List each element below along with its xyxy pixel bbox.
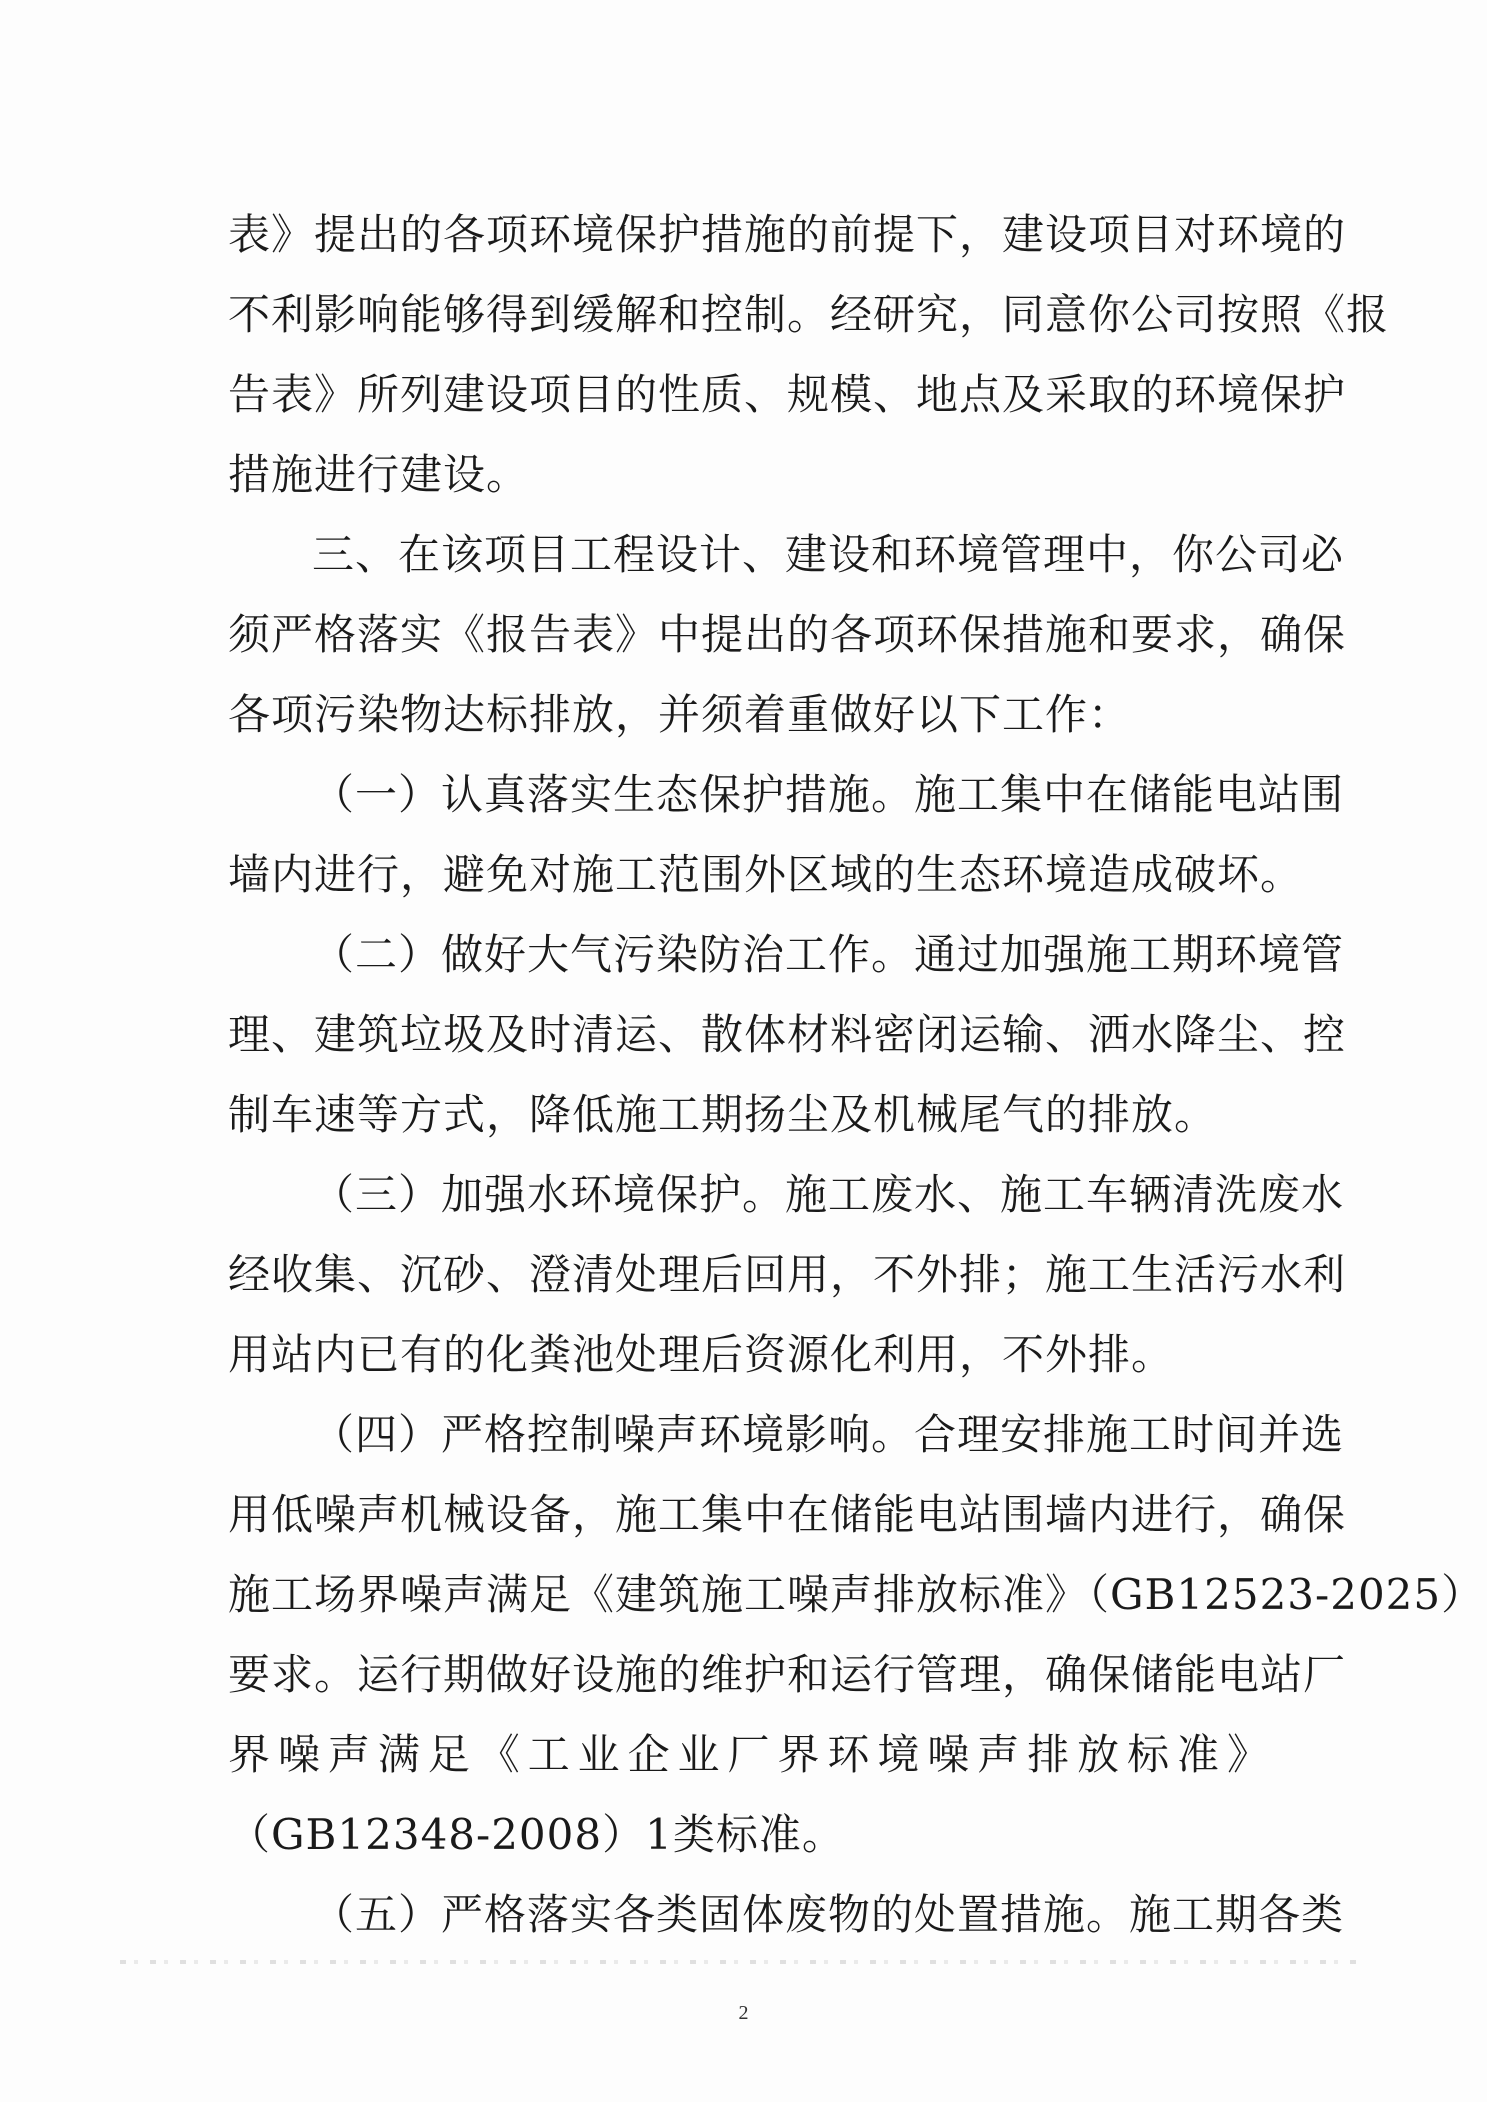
text-line: （一）认真落实生态保护措施。施工集中在储能电站围 xyxy=(312,770,1345,819)
text-line: 表》提出的各项环境保护措施的前提下，建设项目对环境的 xyxy=(228,210,1347,259)
text-line: 墙内进行，避免对施工范围外区域的生态环境造成破坏。 xyxy=(228,850,1304,899)
text-line: 须严格落实《报告表》中提出的各项环保措施和要求，确保 xyxy=(228,610,1347,659)
text-line: 三、在该项目工程设计、建设和环境管理中，你公司必 xyxy=(312,530,1345,579)
text-line: 用低噪声机械设备，施工集中在储能电站围墙内进行，确保 xyxy=(228,1490,1347,1539)
text-line: （二）做好大气污染防治工作。通过加强施工期环境管 xyxy=(312,930,1345,979)
page-number: 2 xyxy=(738,2002,749,2024)
document-body xyxy=(228,210,1485,1970)
text-line: 告表》所列建设项目的性质、规模、地点及采取的环境保护 xyxy=(228,370,1347,419)
text-line: 要求。运行期做好设施的维护和运行管理，确保储能电站厂 xyxy=(228,1650,1347,1699)
text-line: （三）加强水环境保护。施工废水、施工车辆清洗废水 xyxy=(312,1170,1345,1219)
text-line: 不利影响能够得到缓解和控制。经研究，同意你公司按照《报 xyxy=(228,290,1390,339)
text-line: （GB12348-2008）1类标准。 xyxy=(228,1810,845,1859)
text-line: 施工场界噪声满足《建筑施工噪声排放标准》（GB12523-2025） xyxy=(228,1570,1485,1619)
text-line: 制车速等方式，降低施工期扬尘及机械尾气的排放。 xyxy=(228,1090,1218,1139)
text-line: 用站内已有的化粪池处理后资源化利用，不外排。 xyxy=(228,1330,1175,1379)
text-line: 措施进行建设。 xyxy=(228,450,530,499)
text-line: （四）严格控制噪声环境影响。合理安排施工时间并选 xyxy=(312,1410,1345,1459)
text-line: 界噪声满足《工业企业厂界环境噪声排放标准》 xyxy=(228,1730,1270,1779)
scan-artifact xyxy=(120,1960,1360,1964)
text-line: 各项污染物达标排放，并须着重做好以下工作： xyxy=(228,690,1132,739)
text-line: （五）严格落实各类固体废物的处置措施。施工期各类 xyxy=(312,1890,1345,1939)
text-line: 经收集、沉砂、澄清处理后回用，不外排；施工生活污水利 xyxy=(228,1250,1347,1299)
text-line: 理、建筑垃圾及时清运、散体材料密闭运输、洒水降尘、控 xyxy=(228,1010,1347,1059)
